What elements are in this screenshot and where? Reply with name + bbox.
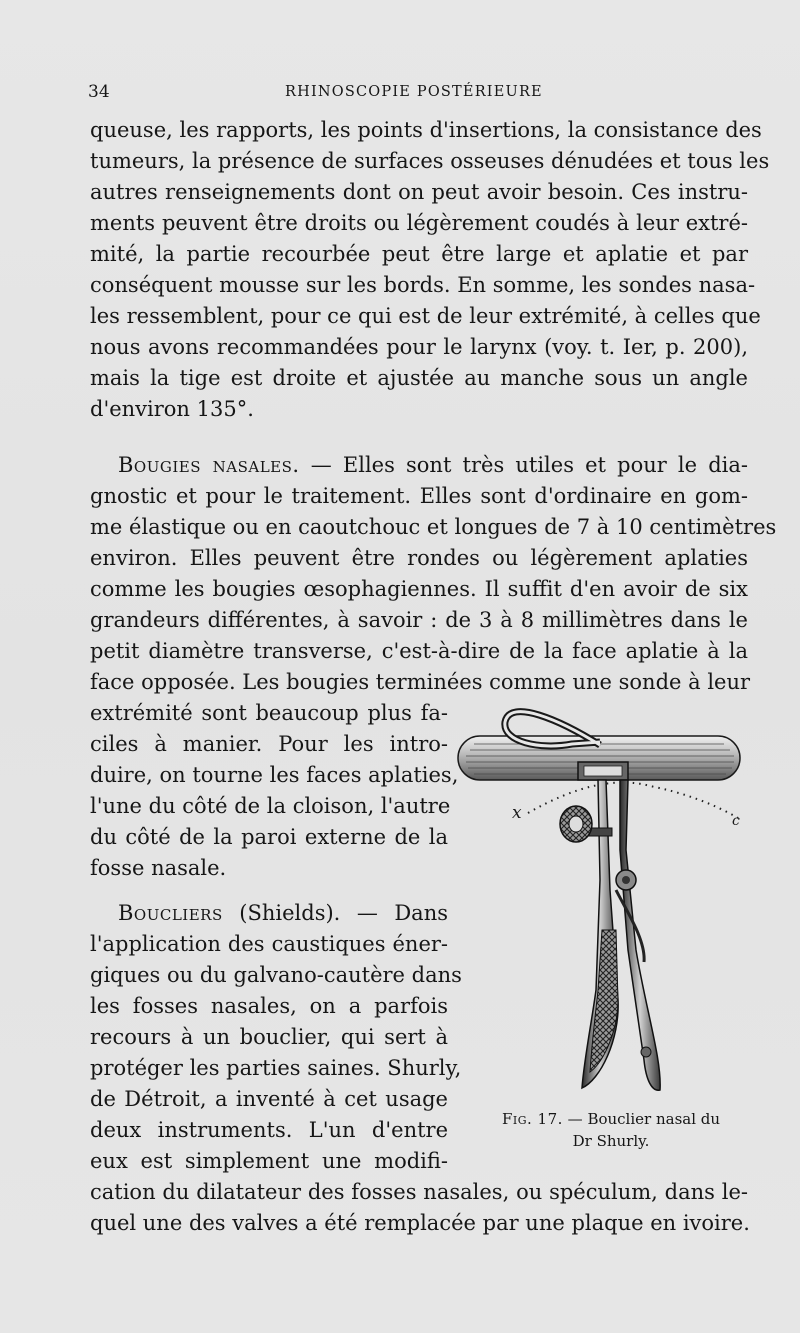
text-line: les ressemblent, pour ce qui est de leur extrémité, à celles que: [90, 304, 761, 328]
figure-label-c: c: [732, 813, 740, 829]
text-line: environ. Elles peuvent être rondes ou légèrement aplaties: [90, 546, 748, 570]
axis-dotted-line: [528, 782, 738, 818]
running-title: RHINOSCOPIE POSTÉRIEURE: [285, 84, 543, 100]
text-line: mité, la partie recourbée peut être large et aplatie et par: [90, 242, 748, 266]
text-fragment: (Shields). — Dans: [239, 901, 448, 925]
text-line: les fosses nasales, on a parfois: [90, 994, 448, 1018]
text-line: grandeurs différentes, à savoir : de 3 à 8 millimètres dans le: [90, 608, 748, 632]
text-line: petit diamètre transverse, c'est-à-dire de la face aplatie à la: [90, 639, 748, 663]
text-line: protéger les parties saines. Shurly,: [90, 1056, 462, 1080]
text-line: mais la tige est droite et ajustée au manche sous un angle: [90, 366, 748, 390]
caption-text: — Bouclier nasal du: [567, 1110, 721, 1128]
text-line: conséquent mousse sur les bords. En somme, les sondes nasa-: [90, 273, 756, 297]
text-line: recours à un bouclier, qui sert à: [90, 1025, 448, 1049]
text-line: eux est simplement une modifi-: [90, 1149, 448, 1173]
text-line: me élastique ou en caoutchouc et longues de 7 à 10 centimètres: [90, 515, 777, 539]
text-line: d'environ 135°.: [90, 397, 254, 421]
text-line: l'une du côté de la cloison, l'autre: [90, 794, 451, 818]
text-line: cation du dilatateur des fosses nasales, ou spéculum, dans le-: [90, 1180, 748, 1204]
text-line: deux instruments. L'un d'entre: [90, 1118, 448, 1142]
text-line: extrémité sont beaucoup plus fa-: [90, 701, 448, 725]
caption-line-2: Dr Shurly.: [572, 1132, 650, 1150]
text-line: quel une des valves a été remplacée par une plaque en ivoire.: [90, 1211, 750, 1235]
text-line: du côté de la paroi externe de la: [90, 825, 448, 849]
text-line: comme les bougies œsophagiennes. Il suffit d'en avoir de six: [90, 577, 748, 601]
figure-caption: [466, 1108, 756, 1152]
text-line: giques ou du galvano-cautère dans: [90, 963, 462, 987]
text-line: [118, 898, 448, 928]
text-line: autres renseignements dont on peut avoir besoin. Ces instru-: [90, 180, 748, 204]
text-line: duire, on tourne les faces aplaties,: [90, 763, 459, 787]
text-line: l'application des caustiques éner-: [90, 932, 448, 956]
text-line: [118, 450, 748, 480]
section-heading-boucliers: Boucliers: [118, 901, 223, 925]
text-line: ments peuvent être droits ou légèrement coudés à leur extré-: [90, 211, 748, 235]
figure-number: Fig. 17.: [501, 1110, 563, 1128]
text-fragment: — Elles sont très utiles et pour le dia-: [310, 453, 748, 477]
shield-instrument-illustration: [450, 700, 750, 1100]
section-heading-bougies: Bougies nasales.: [118, 453, 300, 477]
text-line: queuse, les rapports, les points d'insertions, la consistance des: [90, 118, 762, 142]
running-header: [88, 82, 750, 108]
text-line: de Détroit, a inventé à cet usage: [90, 1087, 448, 1111]
text-line: tumeurs, la présence de surfaces osseuses dénudées et tous les: [90, 149, 770, 173]
text-line: face opposée. Les bougies terminées comme une sonde à leur: [90, 670, 751, 694]
text-line: nous avons recommandées pour le larynx (voy. t. Ier, p. 200),: [90, 335, 748, 359]
figure-17-nasal-shield: [450, 700, 750, 1100]
figure-label-x: x: [512, 803, 522, 823]
text-line: ciles à manier. Pour les intro-: [90, 732, 448, 756]
text-line: gnostic et pour le traitement. Elles sont d'ordinaire en gom-: [90, 484, 748, 508]
page-number: 34: [88, 82, 110, 102]
text-line: fosse nasale.: [90, 856, 227, 880]
caption-line-1: [466, 1108, 756, 1130]
